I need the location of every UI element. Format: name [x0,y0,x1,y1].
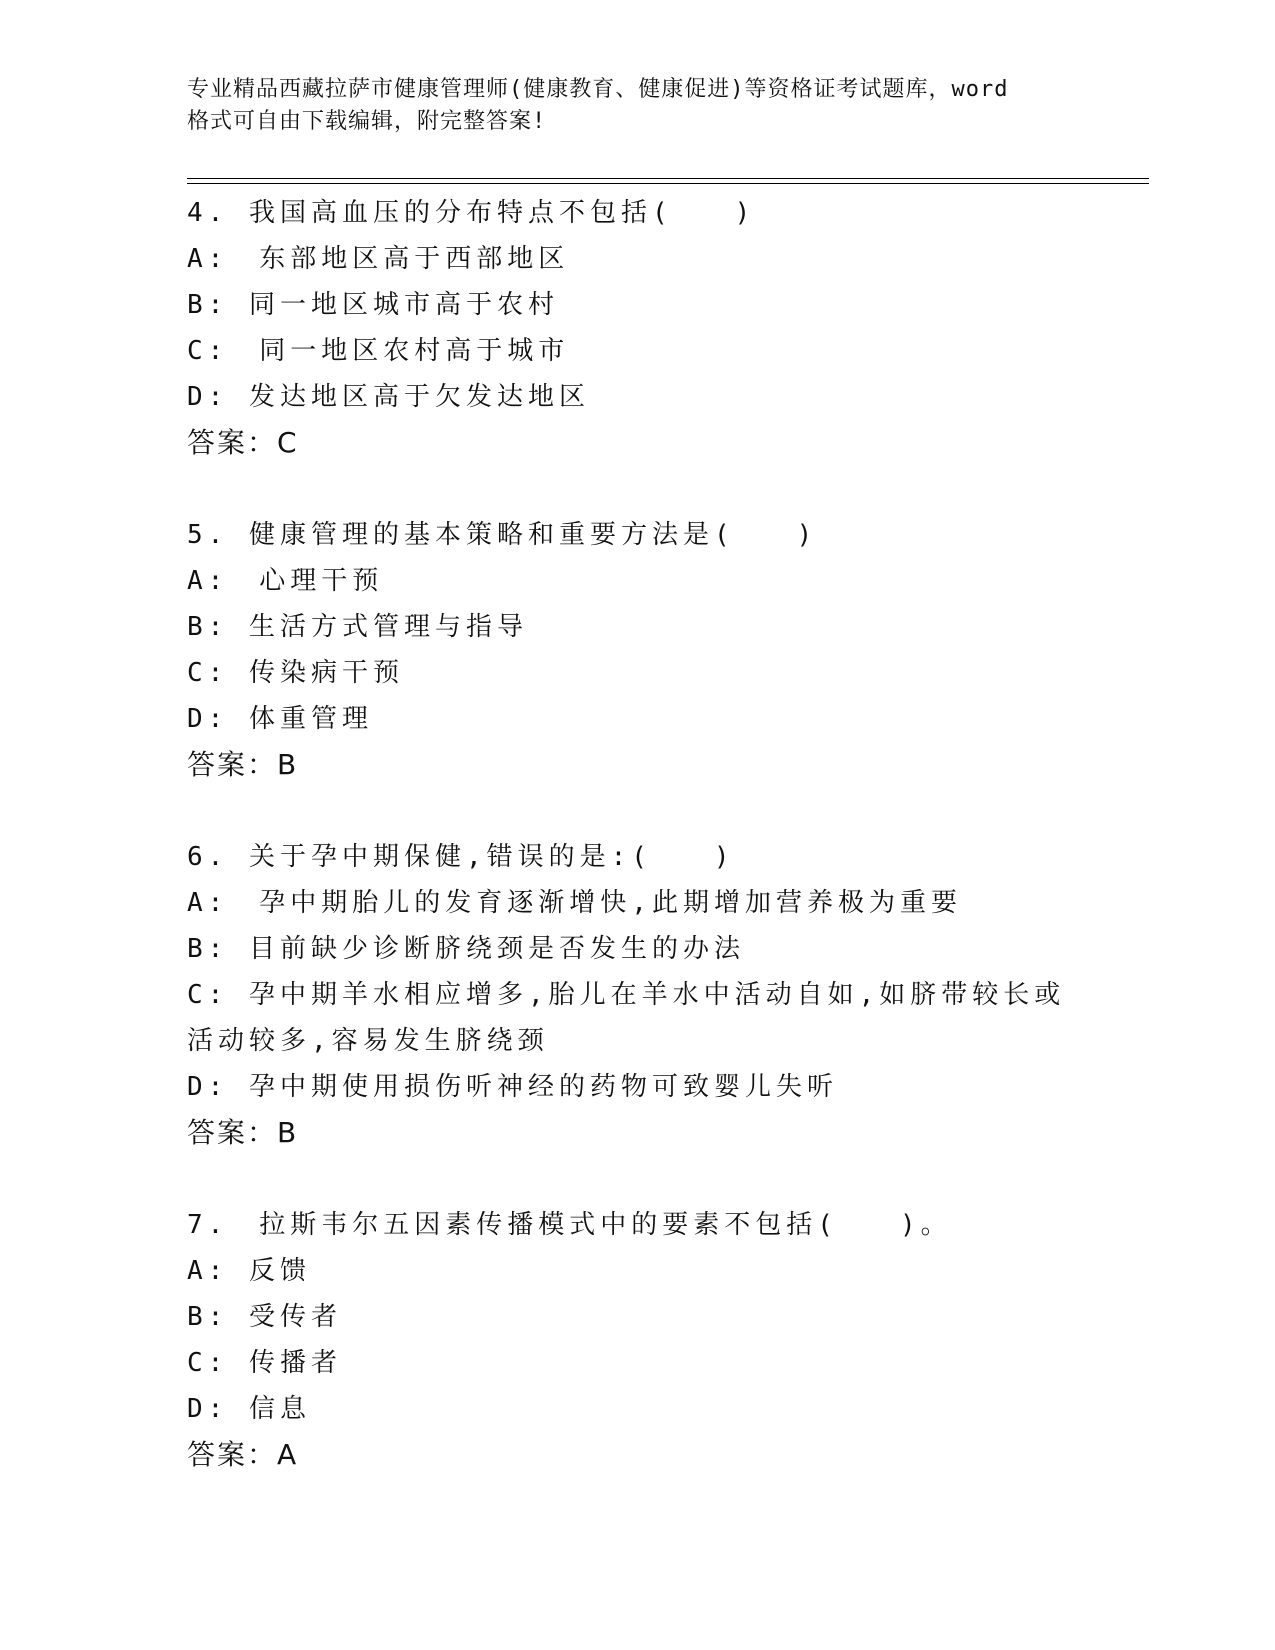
answer: 答案：C [187,426,299,459]
question-list [187,190,1087,1524]
option-d: D: 体重管理 [187,704,373,734]
option-c: C: 孕中期羊水相应增多,胎儿在羊水中活动自如,如脐带较长或活动较多,容易发生脐绕颈 [187,980,1066,1056]
header-line-1: 专业精品西藏拉萨市健康管理师(健康教育、健康促进)等资格证考试题库，word [187,77,1009,102]
question-6 [187,834,1087,1156]
header-line-2: 格式可自由下载编辑，附完整答案! [187,109,547,134]
question-5 [187,512,1087,788]
option-a: A: 孕中期胎儿的发育逐渐增快,此期增加营养极为重要 [187,888,962,918]
option-b: B: 目前缺少诊断脐绕颈是否发生的办法 [187,934,745,964]
question-stem: 4. 我国高血压的分布特点不包括( ) [187,198,756,228]
answer: 答案：B [187,1116,299,1149]
option-b: B: 同一地区城市高于农村 [187,290,559,320]
question-4 [187,190,1087,466]
option-c: C: 传播者 [187,1348,342,1378]
option-d: D: 孕中期使用损伤听神经的药物可致婴儿失听 [187,1072,838,1102]
option-a: A: 东部地区高于西部地区 [187,244,570,274]
option-b: B: 生活方式管理与指导 [187,612,528,642]
document-header [187,74,1067,138]
option-a: A: 反馈 [187,1256,311,1286]
question-stem: 7. 拉斯韦尔五因素传播模式中的要素不包括( )。 [187,1210,952,1240]
answer: 答案：B [187,748,299,781]
answer: 答案：A [187,1438,299,1471]
question-stem: 6. 关于孕中期保健,错误的是:( ) [187,842,735,872]
option-c: C: 同一地区农村高于城市 [187,336,570,366]
option-d: D: 信息 [187,1394,311,1424]
question-7 [187,1202,1087,1478]
option-a: A: 心理干预 [187,566,384,596]
question-stem: 5. 健康管理的基本策略和重要方法是( ) [187,520,818,550]
option-c: C: 传染病干预 [187,658,404,688]
header-divider-top [187,178,1149,179]
header-divider-bottom [187,183,1149,184]
option-d: D: 发达地区高于欠发达地区 [187,382,590,412]
option-b: B: 受传者 [187,1302,342,1332]
